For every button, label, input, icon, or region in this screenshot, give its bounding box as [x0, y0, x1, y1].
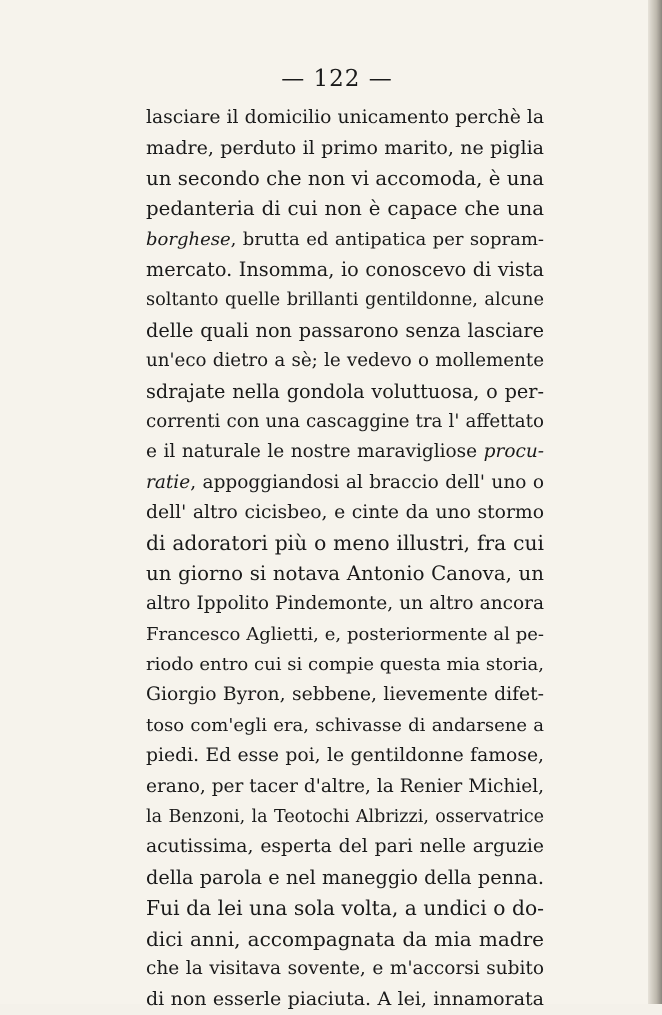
italic-text: ratie	[146, 471, 191, 493]
text-line	[146, 589, 544, 619]
text-line	[146, 893, 544, 923]
text-segment: un giorno si notava Antonio Canova, un	[146, 561, 544, 585]
text-line	[146, 103, 544, 133]
text-segment: mercato. Insomma, io conoscevo di vista	[146, 257, 544, 281]
text-segment: sdrajate nella gondola voluttuosa, o per-	[146, 379, 544, 403]
text-segment: Giorgio Byron, sebbene, lievemente difet-	[146, 684, 544, 706]
text-line	[146, 133, 544, 163]
italic-text: procu-	[483, 441, 544, 463]
text-segment: piedi. Ed esse poi, le gentildonne famose,	[146, 745, 544, 767]
text-line	[146, 984, 544, 1014]
text-segment: toso com'egli era, schivasse di andarsene a	[146, 714, 544, 736]
text-line	[146, 559, 544, 589]
text-line	[146, 225, 544, 255]
text-segment: un secondo che non vi accomoda, è una	[146, 166, 544, 190]
text-line	[146, 285, 544, 315]
text-line	[146, 741, 544, 771]
text-segment: erano, per tacer d'altre, la Renier Michiel,	[146, 775, 544, 797]
text-line	[146, 437, 544, 467]
text-line	[146, 255, 544, 285]
text-segment: di non esserle piaciuta. A lei, innamorata	[146, 988, 544, 1011]
page-number: — 122 —	[281, 66, 393, 92]
text-line	[146, 407, 544, 437]
body-text	[146, 103, 544, 1015]
text-segment: lasciare il domicilio unicamento perchè la	[146, 107, 544, 128]
text-segment: Fui da lei una sola volta, a undici o do-	[146, 896, 544, 921]
text-line	[146, 468, 544, 498]
text-segment: madre, perduto il primo marito, ne piglia	[146, 137, 544, 160]
text-line	[146, 802, 544, 832]
text-segment: , appoggiandosi al braccio dell' uno o	[190, 471, 544, 493]
text-line	[146, 377, 544, 407]
text-segment: un'eco dietro a sè; le vedevo o mollemente	[146, 350, 544, 372]
text-segment: Francesco Aglietti, e, posteriormente al pe-	[146, 623, 544, 645]
text-segment: che la visitava sovente, e m'accorsi subito	[146, 957, 544, 979]
text-segment: acutissima, esperta del pari nelle arguzie	[146, 836, 544, 858]
text-segment: , brutta ed antipatica per sopram-	[230, 228, 544, 250]
text-line	[146, 832, 544, 862]
text-line	[146, 528, 544, 558]
text-segment: la Benzoni, la Teotochi Albrizzi, osservatrice	[146, 806, 544, 827]
text-segment: di adoratori più o meno illustri, fra cui	[146, 531, 544, 556]
text-line	[146, 924, 544, 954]
text-line	[146, 194, 544, 224]
text-line	[146, 498, 544, 528]
text-line	[146, 680, 544, 710]
text-segment: della parola e nel maneggio della penna.	[146, 865, 544, 889]
text-line	[146, 164, 544, 194]
text-segment: dici anni, accompagnata da mia madre	[146, 926, 544, 951]
italic-text: borghese	[146, 228, 231, 250]
text-segment: pedanteria di cui non è capace che una	[146, 197, 544, 221]
text-segment: soltanto quelle brillanti gentildonne, alcune	[146, 290, 544, 311]
text-segment: correnti con una cascaggine tra l' affettato	[146, 410, 544, 432]
text-line	[146, 316, 544, 346]
text-segment: riodo entro cui si compie questa mia storia,	[146, 654, 544, 676]
text-segment: altro Ippolito Pindemonte, un altro ancora	[146, 593, 544, 615]
text-segment: dell' altro cicisbeo, e cinte da uno stormo	[146, 502, 544, 524]
text-line	[146, 863, 544, 893]
text-line	[146, 954, 544, 984]
text-line	[146, 620, 544, 650]
text-line	[146, 772, 544, 802]
text-line	[146, 346, 544, 376]
page-edge	[648, 0, 662, 1004]
text-segment: delle quali non passarono senza lasciare	[146, 318, 544, 342]
text-line	[146, 650, 544, 680]
text-segment: e il naturale le nostre maravigliose	[146, 441, 484, 463]
text-line	[146, 711, 544, 741]
